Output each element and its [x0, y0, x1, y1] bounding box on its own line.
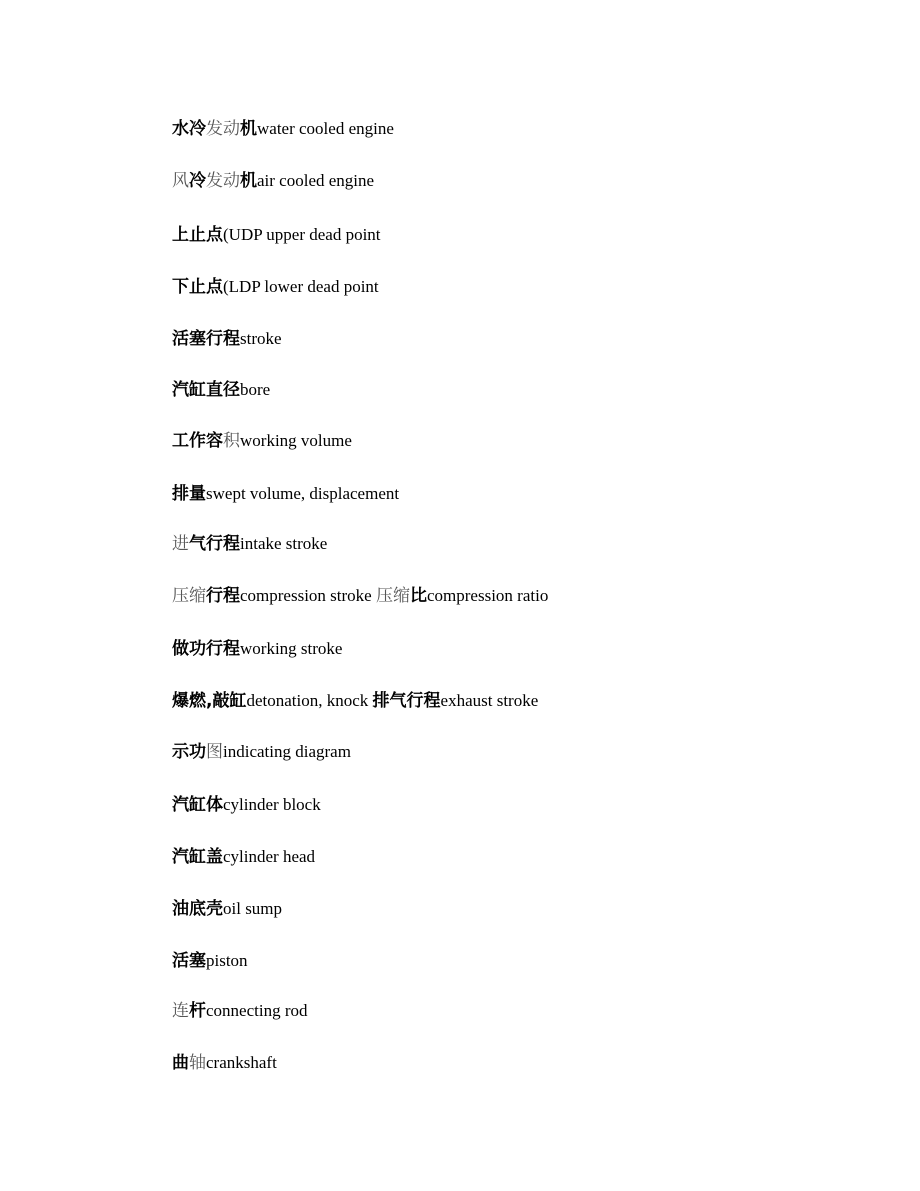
term-english: intake stroke: [240, 534, 328, 553]
term-chinese: 活塞行程: [172, 329, 240, 349]
term-english: swept volume, displacement: [206, 484, 400, 503]
term-chinese: 工作容: [172, 431, 223, 451]
term-english: crankshaft: [206, 1053, 277, 1072]
term-english: connecting rod: [206, 1001, 308, 1020]
glossary-entry: [172, 951, 248, 971]
term-chinese: 机: [240, 119, 257, 139]
term-chinese: 汽缸体: [172, 795, 223, 815]
term-english: cylinder head: [223, 847, 316, 866]
glossary-entry: [172, 1001, 308, 1021]
glossary-entry: [172, 534, 327, 554]
glossary-entry: [172, 119, 394, 139]
glossary-entry: [172, 380, 270, 400]
term-chinese: 发动: [206, 171, 240, 191]
term-english: air cooled engine: [257, 171, 375, 190]
term-english: (UDP upper dead point: [223, 225, 381, 244]
term-chinese: 轴: [189, 1053, 206, 1073]
term-english: exhaust stroke: [440, 691, 539, 710]
term-chinese: 排量: [172, 484, 206, 504]
term-chinese: 杆: [189, 1001, 206, 1021]
term-english: stroke: [240, 329, 282, 348]
term-chinese: 汽缸盖: [172, 847, 223, 867]
term-english: compression ratio: [426, 586, 549, 605]
term-chinese: 活塞: [172, 951, 206, 971]
term-english: piston: [206, 951, 248, 970]
term-chinese: 压缩: [375, 586, 410, 606]
term-chinese: 机: [240, 171, 257, 191]
term-english: oil sump: [223, 899, 283, 918]
term-chinese: 行程: [206, 586, 240, 606]
term-chinese: 比: [409, 586, 427, 606]
term-chinese: 冷: [189, 171, 206, 191]
glossary-entry: [172, 691, 538, 711]
term-chinese: 进: [172, 534, 189, 554]
term-chinese: 爆燃,敲缸: [172, 691, 247, 711]
glossary-entry: [172, 586, 548, 606]
glossary-entry: [172, 847, 315, 867]
term-chinese: 做功行程: [172, 639, 240, 659]
term-chinese: 下止点: [172, 277, 223, 297]
term-chinese: 汽缸直径: [172, 380, 240, 400]
glossary-entry: [172, 484, 399, 504]
term-chinese: 发动: [206, 119, 240, 139]
term-english: detonation, knock: [246, 691, 373, 710]
glossary-entry: [172, 899, 282, 919]
term-chinese: 压缩: [172, 586, 206, 606]
term-english: working stroke: [240, 639, 343, 658]
glossary-entry: [172, 277, 379, 297]
glossary-entry: [172, 795, 321, 815]
term-chinese: 图: [206, 742, 223, 762]
glossary-entry: [172, 329, 282, 349]
glossary-entry: [172, 742, 351, 762]
term-chinese: 风: [172, 171, 189, 191]
glossary-entry: [172, 225, 381, 245]
term-english: (LDP lower dead point: [223, 277, 379, 296]
term-chinese: 示功: [172, 742, 206, 762]
glossary-entry: [172, 639, 342, 659]
term-english: cylinder block: [223, 795, 321, 814]
term-chinese: 积: [223, 431, 240, 451]
glossary-entry: [172, 431, 352, 451]
term-chinese: 气行程: [189, 534, 240, 554]
term-chinese: 油底壳: [172, 899, 223, 919]
term-english: compression stroke: [240, 586, 376, 605]
term-english: water cooled engine: [257, 119, 394, 138]
term-english: working volume: [240, 431, 352, 450]
term-chinese: 曲: [172, 1053, 189, 1073]
term-chinese: 排气行程: [372, 691, 441, 711]
term-chinese: 连: [172, 1001, 189, 1021]
term-chinese: 上止点: [172, 225, 223, 245]
glossary-entry: [172, 171, 374, 191]
term-english: indicating diagram: [223, 742, 351, 761]
term-english: bore: [240, 380, 271, 399]
term-chinese: 水冷: [172, 119, 206, 139]
glossary-entry: [172, 1053, 277, 1073]
